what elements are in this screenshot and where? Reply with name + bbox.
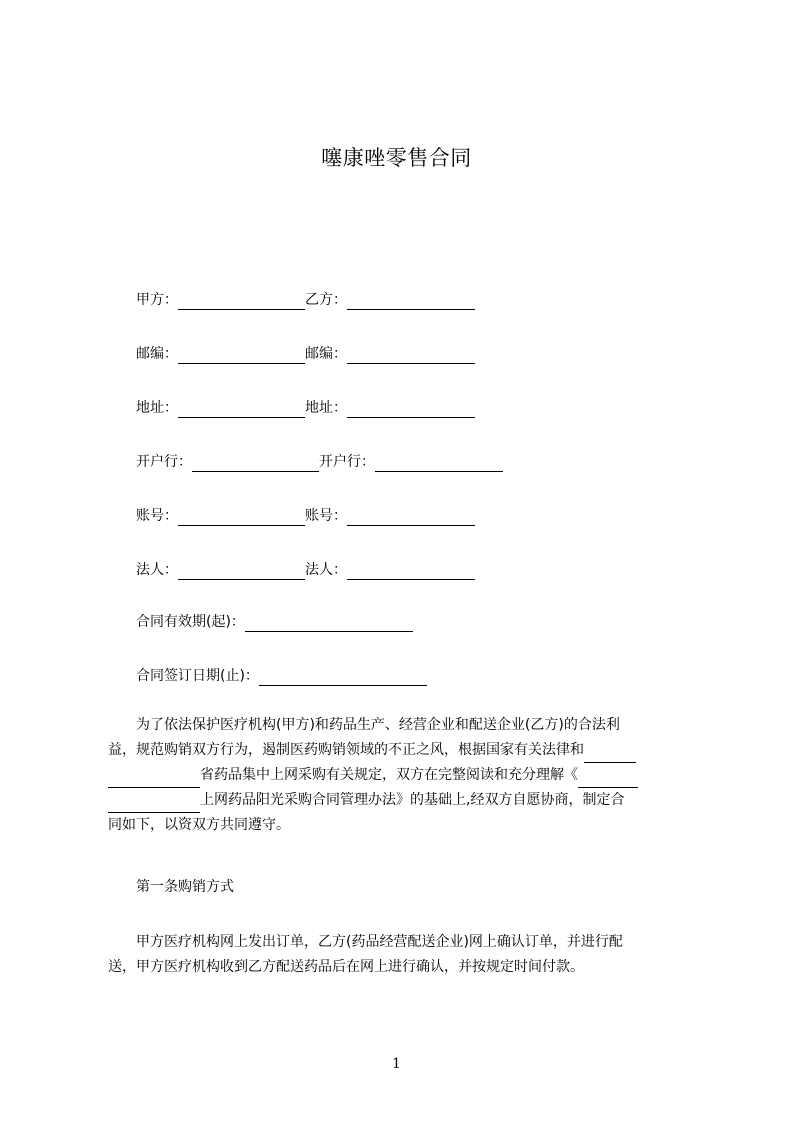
sign-date-row (136, 666, 427, 686)
party-a-blank[interactable] (178, 293, 305, 310)
province-blank-b[interactable] (108, 771, 200, 788)
validity-row (136, 612, 413, 632)
page-title: 噻康唑零售合同 (321, 146, 472, 170)
address-b-label: 地址： (305, 400, 347, 416)
address-a-blank[interactable] (178, 401, 305, 418)
postcode-b-label: 邮编： (305, 346, 347, 362)
legal-b-blank[interactable] (347, 563, 475, 580)
legal-rep-row (136, 560, 475, 580)
regulation-blank-b[interactable] (108, 796, 200, 813)
address-row (136, 398, 475, 418)
intro-line: 同如下，以资双方共同遵守。 (108, 817, 290, 833)
bank-b-label: 开户行： (319, 454, 375, 470)
account-a-label: 账号： (136, 508, 178, 524)
validity-label: 合同有效期(起)： (136, 614, 245, 630)
bank-a-label: 开户行： (136, 454, 192, 470)
legal-a-label: 法人： (136, 562, 178, 578)
party-b-blank[interactable] (347, 293, 475, 310)
validity-blank[interactable] (245, 615, 413, 632)
bank-b-blank[interactable] (375, 455, 503, 472)
party-a-label: 甲方： (136, 292, 178, 308)
regulation-blank-a[interactable] (578, 771, 638, 788)
sign-date-blank[interactable] (259, 669, 427, 686)
account-b-label: 账号： (305, 508, 347, 524)
article-1-paragraph (108, 930, 700, 980)
account-b-blank[interactable] (347, 509, 475, 526)
party-b-label: 乙方： (305, 292, 347, 308)
intro-line-text: 益，规范购销双方行为，遏制医药购销领域的不正之风，根据国家有关法律和 (108, 742, 584, 758)
account-row (136, 506, 475, 526)
province-blank-a[interactable] (584, 746, 636, 763)
address-a-label: 地址： (136, 400, 178, 416)
bank-row (136, 452, 503, 472)
bank-a-blank[interactable] (192, 455, 319, 472)
intro-line (108, 738, 700, 763)
account-a-blank[interactable] (178, 509, 305, 526)
intro-paragraph (108, 713, 700, 838)
legal-b-label: 法人： (305, 562, 347, 578)
postcode-row (136, 344, 475, 364)
article-1-line: 送，甲方医疗机构收到乙方配送药品后在网上进行确认，并按规定时间付款。 (108, 959, 584, 975)
postcode-b-blank[interactable] (347, 347, 475, 364)
intro-line-text: 省药品集中上网采购有关规定，双方在完整阅读和充分理解《 (200, 767, 578, 783)
postcode-a-blank[interactable] (178, 347, 305, 364)
legal-a-blank[interactable] (178, 563, 305, 580)
article-1-line: 甲方医疗机构网上发出订单，乙方(药品经营配送企业)网上确认订单，并进行配 (136, 934, 623, 950)
intro-line (108, 788, 700, 813)
address-b-blank[interactable] (347, 401, 475, 418)
party-row (136, 290, 475, 310)
postcode-a-label: 邮编： (136, 346, 178, 362)
sign-date-label: 合同签订日期(止)： (136, 668, 259, 684)
article-1-heading: 第一条购销方式 (136, 879, 234, 895)
page-number: 1 (392, 1056, 401, 1072)
intro-line (108, 763, 700, 788)
intro-line: 为了依法保护医疗机构(甲方)和药品生产、经营企业和配送企业(乙方)的合法利 (136, 717, 620, 733)
intro-line-text: 上网药品阳光采购合同管理办法》的基础上,经双方自愿协商，制定合 (200, 792, 625, 808)
